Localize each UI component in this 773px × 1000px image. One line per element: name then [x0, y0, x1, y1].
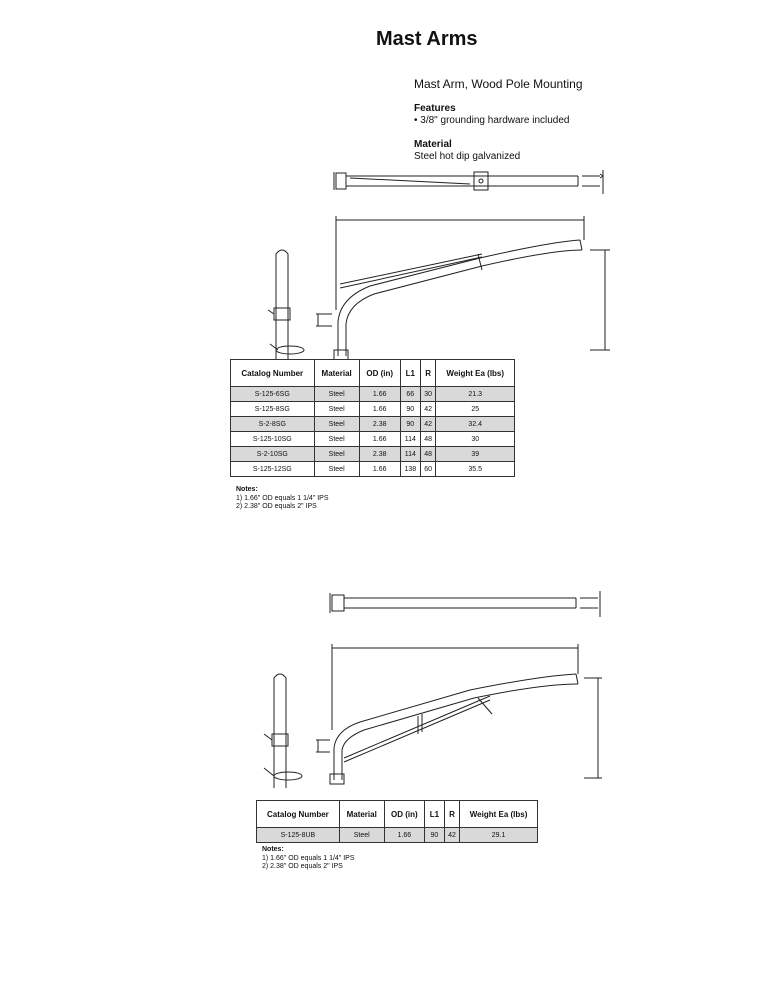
mast-arm-side-view: [250, 210, 620, 370]
cell: 66: [400, 387, 420, 402]
cell: S-2-10SG: [231, 447, 315, 462]
table-row: [231, 432, 515, 447]
cell: 1.66: [359, 402, 400, 417]
cell: Steel: [314, 432, 359, 447]
col-header: L1: [425, 801, 445, 828]
col-header: R: [420, 360, 436, 387]
col-header: R: [444, 801, 459, 828]
material-text: Steel hot dip galvanized: [414, 151, 521, 162]
table-row: [231, 387, 515, 402]
col-header: L1: [400, 360, 420, 387]
cell: 90: [400, 417, 420, 432]
cell: Steel: [314, 447, 359, 462]
cell: S-125-8SG: [231, 402, 315, 417]
cell: 25: [436, 402, 515, 417]
table-row: [231, 447, 515, 462]
cell: S-125-12SG: [231, 462, 315, 477]
cell: 2.38: [359, 447, 400, 462]
cell: 30: [436, 432, 515, 447]
cell: S-125-6SG: [231, 387, 315, 402]
cell: 32.4: [436, 417, 515, 432]
features-heading: Features: [414, 103, 456, 114]
table-row: [257, 828, 538, 843]
cell: 2.38: [359, 417, 400, 432]
cell: 35.5: [436, 462, 515, 477]
mast-arm-top-view: [320, 160, 620, 200]
table-row: [231, 462, 515, 477]
cell: Steel: [339, 828, 384, 843]
table-header-row: [257, 801, 538, 828]
cell: 138: [400, 462, 420, 477]
notes-heading: Notes:: [262, 846, 284, 853]
note-line: 1) 1.66" OD equals 1 1/4" IPS: [262, 854, 355, 862]
product-subtitle: Mast Arm, Wood Pole Mounting: [414, 77, 583, 91]
col-header: Weight Ea (lbs): [436, 360, 515, 387]
table-row: [231, 417, 515, 432]
col-header: OD (in): [359, 360, 400, 387]
col-header: Material: [339, 801, 384, 828]
underbrace-side-view: [250, 638, 620, 793]
underbrace-top-view: [320, 585, 620, 625]
col-header: Catalog Number: [257, 801, 340, 828]
cell: 39: [436, 447, 515, 462]
cell: 90: [425, 828, 445, 843]
col-header: OD (in): [384, 801, 425, 828]
notes-heading: Notes:: [236, 486, 258, 493]
features-item: • 3/8" grounding hardware included: [414, 115, 570, 126]
cell: 114: [400, 447, 420, 462]
note-line: 2) 2.38" OD equals 2" IPS: [236, 503, 317, 510]
col-header: Material: [314, 360, 359, 387]
table-row: [231, 402, 515, 417]
cell: 48: [420, 447, 436, 462]
spec-table-1: [230, 359, 515, 477]
cell: 90: [400, 402, 420, 417]
cell: 48: [420, 432, 436, 447]
cell: 42: [420, 417, 436, 432]
cell: 1.66: [384, 828, 425, 843]
cell: 1.66: [359, 387, 400, 402]
table-header-row: [231, 360, 515, 387]
cell: 30: [420, 387, 436, 402]
note-line: 1) 1.66" OD equals 1 1/4" IPS: [236, 494, 329, 502]
cell: 42: [444, 828, 459, 843]
page-title: Mast Arms: [376, 28, 478, 50]
cell: 1.66: [359, 462, 400, 477]
cell: S-125-8UB: [257, 828, 340, 843]
cell: Steel: [314, 387, 359, 402]
col-header: Weight Ea (lbs): [460, 801, 538, 828]
note-line: 2) 2.38" OD equals 2" IPS: [262, 863, 343, 870]
cell: Steel: [314, 417, 359, 432]
cell: Steel: [314, 402, 359, 417]
material-heading: Material: [414, 139, 452, 150]
cell: S-2-8SG: [231, 417, 315, 432]
cell: 1.66: [359, 432, 400, 447]
cell: Steel: [314, 462, 359, 477]
cell: 114: [400, 432, 420, 447]
cell: 21.3: [436, 387, 515, 402]
cell: 29.1: [460, 828, 538, 843]
cell: 60: [420, 462, 436, 477]
cell: 42: [420, 402, 436, 417]
col-header: Catalog Number: [231, 360, 315, 387]
cell: S-125-10SG: [231, 432, 315, 447]
spec-table-2: [256, 800, 538, 843]
notes-block-2: [262, 846, 355, 872]
notes-block-1: [236, 486, 329, 512]
